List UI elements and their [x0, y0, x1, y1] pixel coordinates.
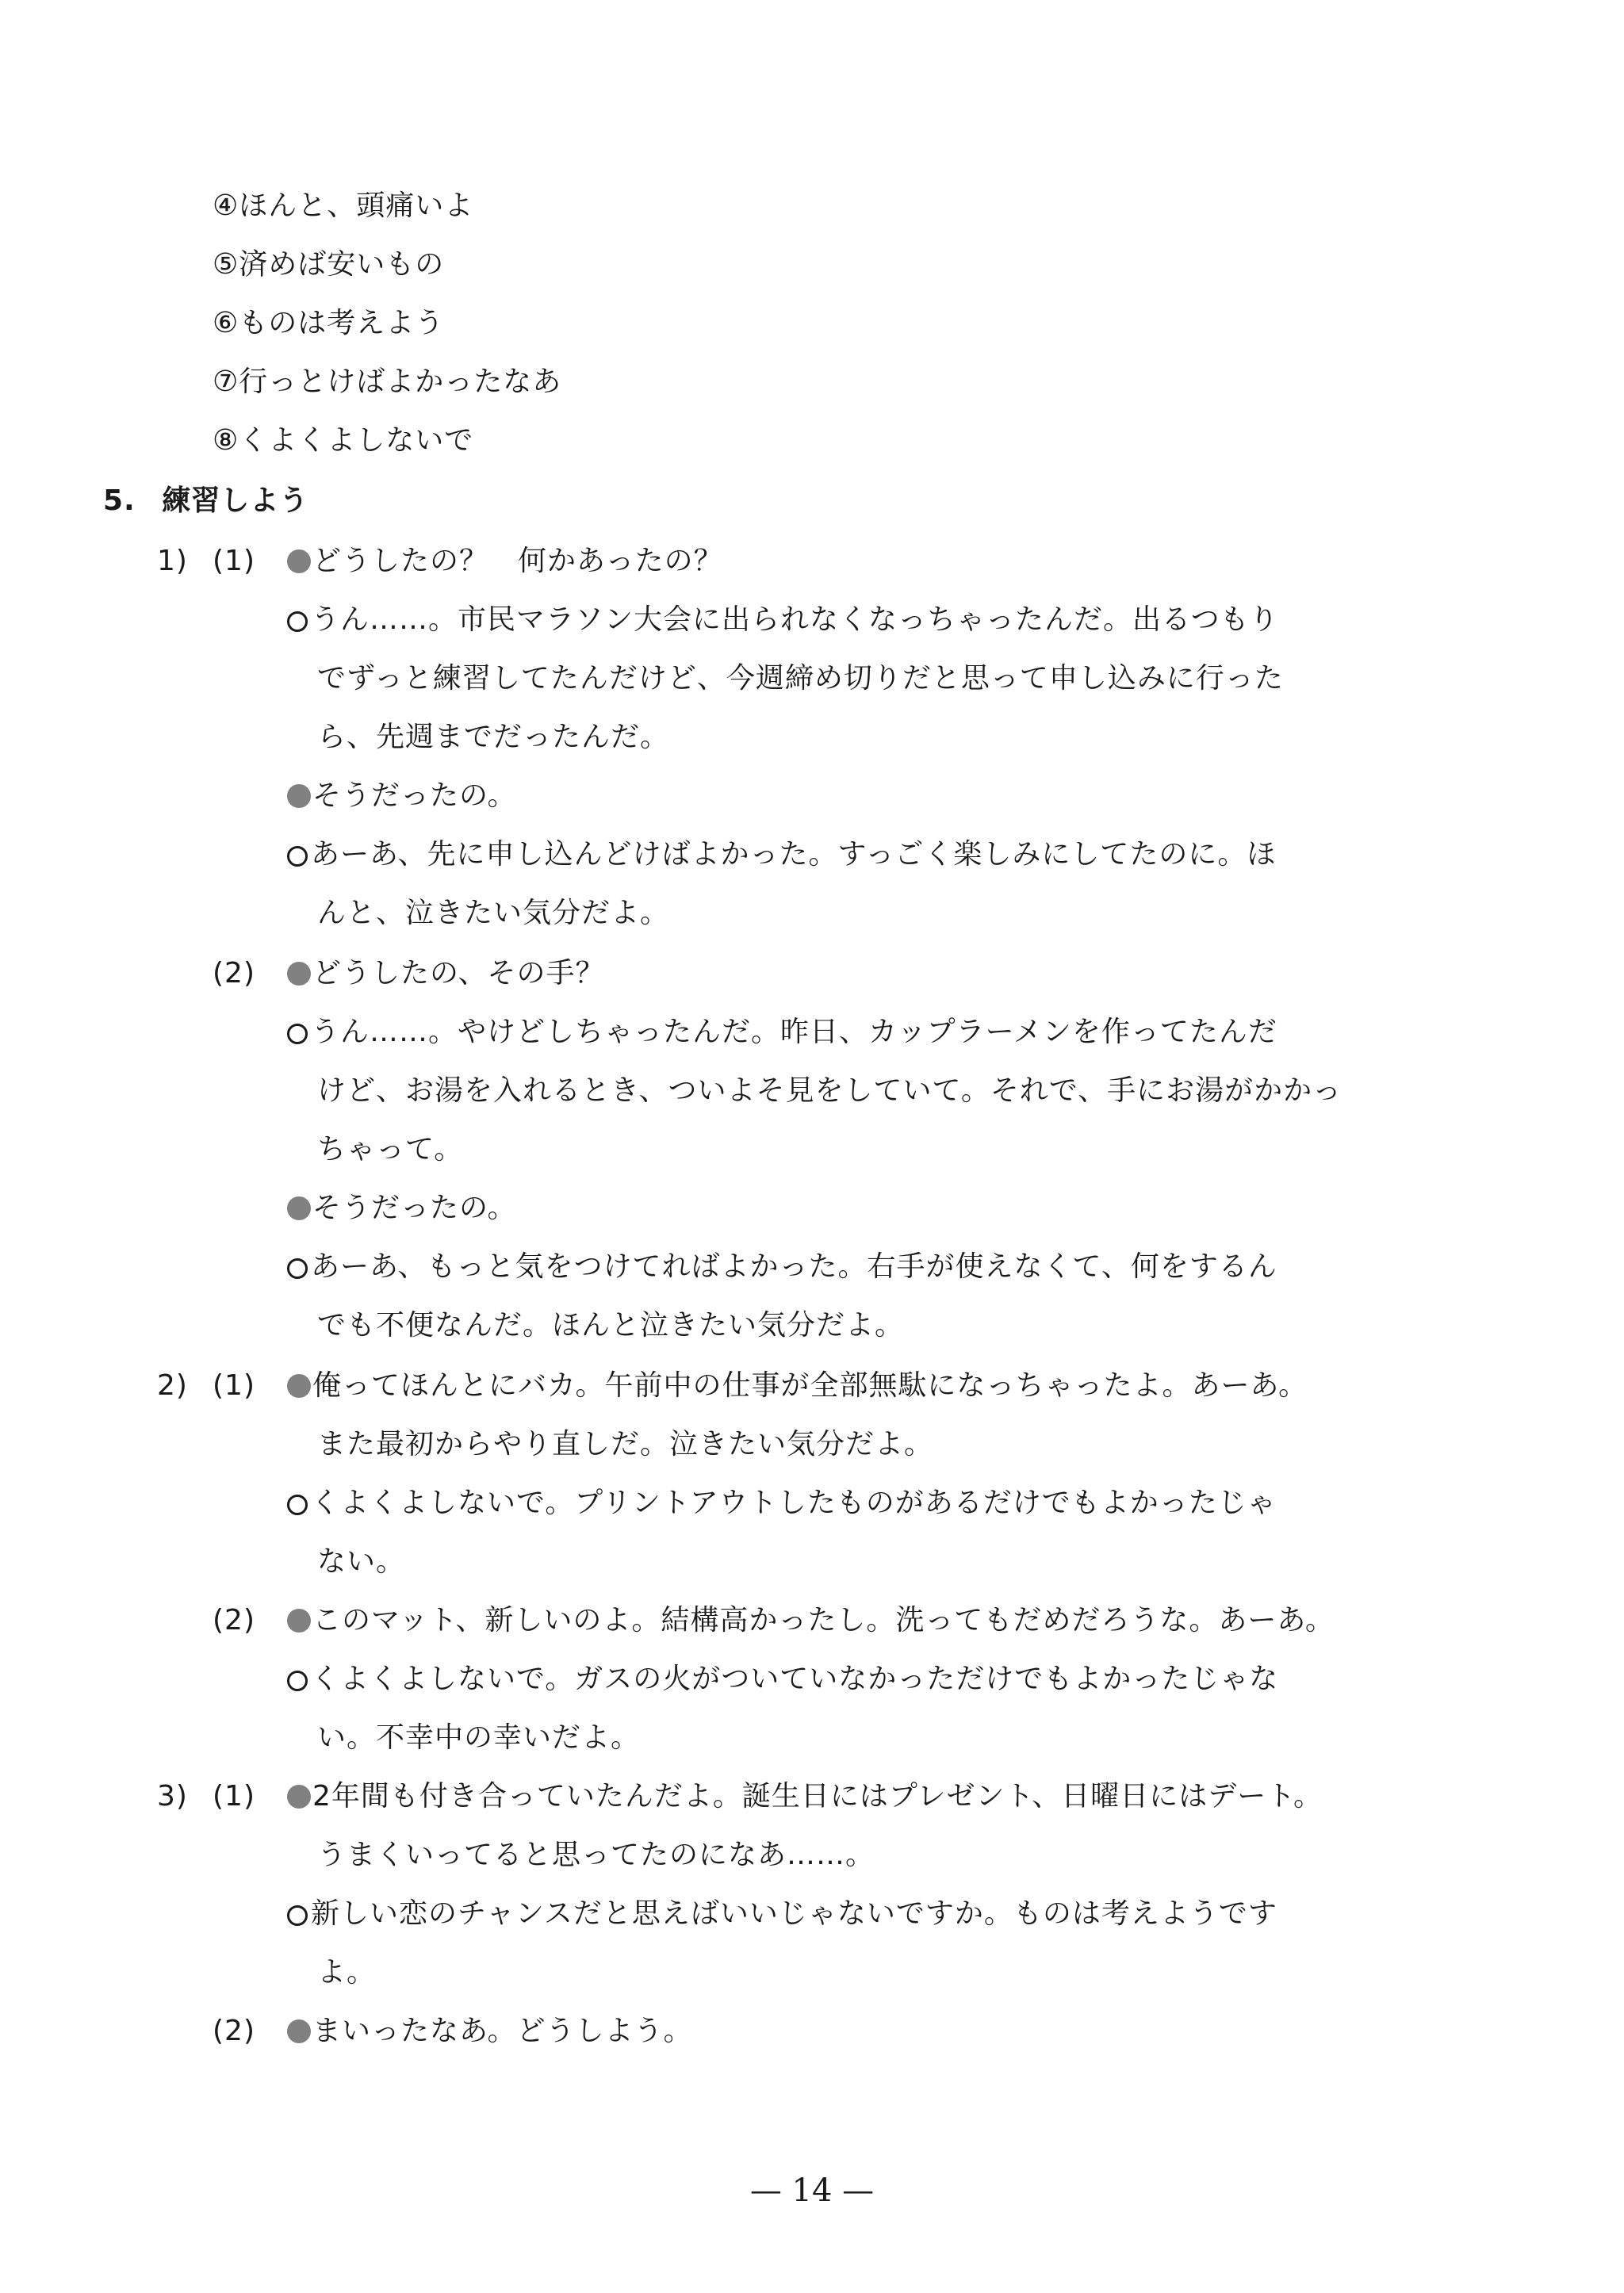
dialog-line-a — [287, 1605, 1335, 1636]
dialog-line-b — [287, 1487, 1277, 1519]
dialog-text: あーあ、先に申し込んどけばよかった。すっごく楽しみにしてたのに。ほ — [311, 838, 1277, 871]
part-number: (1) — [213, 1780, 255, 1813]
dialog-text: そうだったの。 — [312, 1192, 517, 1224]
expression-item: ⑦行っとけばよかったなあ — [213, 366, 562, 398]
section-title: 練習しよう — [162, 484, 309, 517]
section-heading — [103, 485, 308, 517]
page-number: — 14 — — [749, 2172, 875, 2209]
speaker-b-ring-icon — [287, 1024, 308, 1044]
dialog-line-a — [287, 545, 723, 577]
dialog-continuation: でも不便なんだ。ほんと泣きたい気分だよ。 — [317, 1309, 905, 1342]
dialog-continuation: うまくいってると思ってたのになあ……。 — [317, 1839, 875, 1871]
dialog-continuation: また最初からやり直しだ。泣きたい気分だよ。 — [317, 1428, 934, 1460]
speaker-b-ring-icon — [287, 846, 308, 867]
dialog-continuation: ら、先週までだったんだ。 — [317, 721, 670, 753]
dialog-line-b — [287, 1898, 1277, 1930]
dialog-continuation: でずっと練習してたんだけど、今週締め切りだと思って申し込みに行った — [317, 662, 1284, 695]
dialog-line-b — [287, 604, 1279, 636]
dialog-text: くよくよしないで。プリントアウトしたものがあるだけでもよかったじゃ — [311, 1487, 1277, 1519]
dialog-text: そうだったの。 — [312, 779, 517, 812]
part-number: (2) — [213, 2015, 255, 2047]
dialog-line-b — [287, 1663, 1278, 1695]
dialog-text: 2年間も付き合っていたんだよ。誕生日にはプレゼント、日曜日にはデート。 — [312, 1780, 1323, 1813]
speaker-b-ring-icon — [287, 1258, 308, 1279]
speaker-a-dot-icon — [287, 1609, 311, 1633]
dialog-line-a — [287, 958, 605, 990]
dialog-text: くよくよしないで。ガスの火がついていなかっただけでもよかったじゃな — [311, 1663, 1279, 1695]
dialog-continuation: けど、お湯を入れるとき、ついよそ見をしていて。それで、手にお湯がかかっ — [317, 1074, 1342, 1107]
dialog-continuation: ちゃって。 — [317, 1133, 464, 1166]
dialog-text: うん……。市民マラソン大会に出られなくなっちゃったんだ。出るつもり — [311, 603, 1279, 636]
dialog-line-b — [287, 1016, 1277, 1048]
dialog-line-a — [287, 1192, 517, 1224]
dialog-continuation: よ。 — [317, 1956, 377, 1989]
dialog-text: うん……。やけどしちゃったんだ。昨日、カップラーメンを作ってたんだ — [311, 1016, 1277, 1048]
speaker-a-dot-icon — [287, 962, 311, 986]
speaker-a-dot-icon — [287, 784, 311, 808]
part-number: (2) — [213, 957, 255, 990]
dialog-text: このマット、新しいのよ。結構高かったし。洗ってもだめだろうな。あーあ。 — [312, 1604, 1335, 1636]
question-number: 1) — [157, 545, 188, 577]
section-number: 5. — [103, 484, 136, 517]
dialog-line-b — [287, 1251, 1277, 1283]
dialog-text: どうしたの、その手？ — [312, 957, 605, 990]
part-number: (2) — [213, 1604, 255, 1636]
speaker-a-dot-icon — [287, 1374, 311, 1398]
speaker-a-dot-icon — [287, 1785, 311, 1809]
expression-item: ⑥ものは考えよう — [213, 307, 445, 339]
dialog-line-b — [287, 839, 1276, 871]
question-number: 3) — [157, 1780, 188, 1813]
speaker-b-ring-icon — [287, 1905, 308, 1926]
speaker-a-dot-icon — [287, 549, 311, 573]
dialog-continuation: い。不幸中の幸いだよ。 — [317, 1721, 641, 1754]
expression-item: ④ほんと、頭痛いよ — [213, 189, 474, 222]
expression-item: ⑤済めば安いもの — [213, 248, 445, 281]
dialog-text: あーあ、もっと気をつけてればよかった。右手が使えなくて、何をするん — [311, 1250, 1277, 1283]
speaker-b-ring-icon — [287, 1671, 308, 1691]
speaker-b-ring-icon — [287, 1495, 308, 1515]
dialog-line-a — [287, 780, 517, 812]
dialog-text: どうしたの？ 何かあったの？ — [312, 545, 723, 577]
part-number: (1) — [213, 1369, 255, 1402]
dialog-text: 新しい恋のチャンスだと思えばいいじゃないですか。ものは考えようです — [311, 1897, 1277, 1930]
speaker-a-dot-icon — [287, 1196, 311, 1220]
speaker-b-ring-icon — [287, 611, 308, 632]
expression-item: ⑧くよくよしないで — [213, 424, 474, 457]
dialog-continuation: ない。 — [317, 1545, 406, 1578]
dialog-text: 俺ってほんとにバカ。午前中の仕事が全部無駄になっちゃったよ。あーあ。 — [312, 1369, 1308, 1402]
part-number: (1) — [213, 545, 255, 577]
speaker-a-dot-icon — [287, 2019, 311, 2043]
dialog-continuation: んと、泣きたい気分だよ。 — [317, 897, 670, 929]
question-number: 2) — [157, 1369, 188, 1402]
dialog-line-a — [287, 1781, 1323, 1813]
dialog-line-a — [287, 2015, 693, 2047]
dialog-line-a — [287, 1370, 1308, 1402]
dialog-text: まいったなあ。どうしよう。 — [312, 2015, 693, 2047]
